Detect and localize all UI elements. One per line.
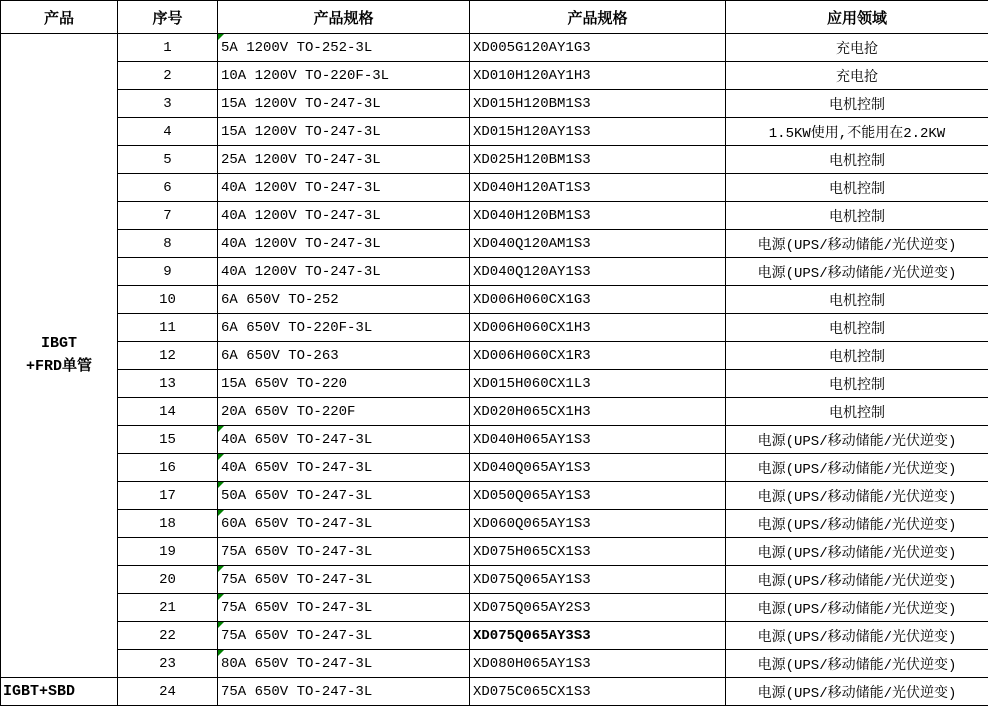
cell-row-no-text: 15 — [159, 431, 176, 448]
cell-error-flag-icon — [218, 482, 224, 488]
cell-code[interactable] — [470, 426, 726, 454]
cell-row-no-text: 21 — [159, 599, 176, 616]
cell-row-no[interactable] — [118, 482, 218, 510]
cell-row-no[interactable] — [118, 426, 218, 454]
table-row — [1, 314, 988, 342]
table-row — [1, 566, 988, 594]
cell-spec[interactable] — [218, 174, 470, 202]
cell-spec[interactable] — [218, 230, 470, 258]
cell-row-no-text: 8 — [163, 235, 172, 252]
cell-code-text: XD006H060CX1G3 — [473, 291, 591, 308]
cell-row-no[interactable] — [118, 594, 218, 622]
cell-app[interactable] — [726, 202, 988, 230]
cell-code[interactable] — [470, 90, 726, 118]
cell-spec[interactable] — [218, 482, 470, 510]
cell-app[interactable] — [726, 594, 988, 622]
cell-spec-text: 75A 650V TO-247-3L — [221, 627, 373, 644]
cell-error-flag-icon — [218, 34, 224, 40]
table-row — [1, 118, 988, 146]
cell-app[interactable] — [726, 426, 988, 454]
cell-app-text: 电源(UPS/移动储能/光伏逆变) — [757, 265, 957, 282]
cell-app-text: 电源(UPS/移动储能/光伏逆变) — [757, 545, 957, 562]
cell-spec[interactable] — [218, 202, 470, 230]
cell-code-text: XD010H120AY1H3 — [473, 67, 591, 84]
cell-code[interactable] — [470, 398, 726, 426]
table-row — [1, 426, 988, 454]
cell-app[interactable] — [726, 398, 988, 426]
cell-spec-text: 75A 650V TO-247-3L — [221, 571, 373, 588]
cell-code[interactable] — [470, 202, 726, 230]
cell-app-text: 电源(UPS/移动储能/光伏逆变) — [757, 237, 957, 254]
cell-code-text: XD050Q065AY1S3 — [473, 487, 591, 504]
table-row — [1, 202, 988, 230]
cell-code[interactable] — [470, 650, 726, 678]
cell-row-no[interactable] — [118, 650, 218, 678]
table-row — [1, 90, 988, 118]
product-group-label: IGBT+SBD — [3, 683, 76, 700]
cell-row-no[interactable] — [118, 342, 218, 370]
cell-spec-text: 40A 650V TO-247-3L — [221, 459, 373, 476]
cell-app[interactable] — [726, 314, 988, 342]
table-body — [1, 34, 988, 706]
table-row — [1, 370, 988, 398]
cell-app-text: 电源(UPS/移动储能/光伏逆变) — [757, 573, 957, 590]
cell-app[interactable] — [726, 510, 988, 538]
cell-row-no[interactable] — [118, 286, 218, 314]
cell-app[interactable] — [726, 34, 988, 62]
cell-row-no-text: 20 — [159, 571, 176, 588]
cell-error-flag-icon — [218, 594, 224, 600]
cell-error-flag-icon — [218, 510, 224, 516]
cell-code[interactable] — [470, 622, 726, 650]
cell-app[interactable] — [726, 146, 988, 174]
cell-code-text: XD075Q065AY3S3 — [473, 627, 591, 644]
table-row — [1, 34, 988, 62]
cell-error-flag-icon — [218, 622, 224, 628]
cell-product-group[interactable] — [1, 678, 118, 706]
cell-row-no[interactable] — [118, 454, 218, 482]
cell-spec[interactable] — [218, 34, 470, 62]
cell-app-text: 电机控制 — [829, 377, 885, 394]
cell-code[interactable] — [470, 594, 726, 622]
cell-spec[interactable] — [218, 678, 470, 706]
cell-app[interactable] — [726, 538, 988, 566]
cell-spec-text: 50A 650V TO-247-3L — [221, 487, 373, 504]
cell-spec[interactable] — [218, 650, 470, 678]
cell-spec-text: 40A 1200V TO-247-3L — [221, 235, 381, 252]
cell-app[interactable] — [726, 174, 988, 202]
cell-app[interactable] — [726, 286, 988, 314]
cell-code[interactable] — [470, 342, 726, 370]
cell-spec[interactable] — [218, 62, 470, 90]
cell-spec-text: 20A 650V TO-220F — [221, 403, 356, 420]
cell-spec[interactable] — [218, 146, 470, 174]
cell-row-no[interactable] — [118, 314, 218, 342]
table-row — [1, 62, 988, 90]
cell-spec-text: 15A 650V TO-220 — [221, 375, 348, 392]
cell-code[interactable] — [470, 230, 726, 258]
cell-spec[interactable] — [218, 594, 470, 622]
cell-spec-text: 6A 650V TO-252 — [221, 291, 339, 308]
cell-spec[interactable] — [218, 510, 470, 538]
cell-spec-text: 40A 1200V TO-247-3L — [221, 263, 381, 280]
cell-code[interactable] — [470, 454, 726, 482]
cell-code[interactable] — [470, 258, 726, 286]
cell-code[interactable] — [470, 510, 726, 538]
table-header — [1, 1, 988, 34]
cell-app-text: 电机控制 — [829, 405, 885, 422]
cell-app-text: 电机控制 — [829, 349, 885, 366]
cell-code[interactable] — [470, 118, 726, 146]
table-row — [1, 230, 988, 258]
header-cell-product[interactable]: 产品 — [1, 1, 118, 34]
cell-row-no-text: 7 — [163, 207, 172, 224]
cell-app[interactable] — [726, 622, 988, 650]
header-cell-code[interactable]: 产品规格 — [470, 1, 726, 34]
cell-code[interactable] — [470, 482, 726, 510]
cell-row-no[interactable] — [118, 258, 218, 286]
cell-row-no-text: 22 — [159, 627, 176, 644]
cell-spec-text: 25A 1200V TO-247-3L — [221, 151, 381, 168]
cell-code-text: XD015H060CX1L3 — [473, 375, 591, 392]
table-row — [1, 454, 988, 482]
cell-row-no[interactable] — [118, 622, 218, 650]
cell-row-no-text: 10 — [159, 291, 176, 308]
cell-row-no-text: 3 — [163, 95, 172, 112]
table-row — [1, 286, 988, 314]
cell-spec-text: 75A 650V TO-247-3L — [221, 599, 373, 616]
cell-row-no-text: 18 — [159, 515, 176, 532]
cell-spec[interactable] — [218, 538, 470, 566]
cell-row-no[interactable] — [118, 202, 218, 230]
cell-spec-text: 10A 1200V TO-220F-3L — [221, 67, 390, 84]
cell-row-no-text: 2 — [163, 67, 172, 84]
cell-app-text: 电机控制 — [829, 321, 885, 338]
cell-row-no[interactable] — [118, 174, 218, 202]
cell-error-flag-icon — [218, 426, 224, 432]
cell-row-no[interactable] — [118, 566, 218, 594]
cell-code-text: XD060Q065AY1S3 — [473, 515, 591, 532]
cell-spec-text: 15A 1200V TO-247-3L — [221, 95, 381, 112]
cell-spec[interactable] — [218, 426, 470, 454]
cell-row-no-text: 14 — [159, 403, 176, 420]
cell-app-text: 电源(UPS/移动储能/光伏逆变) — [757, 433, 957, 450]
table-row — [1, 482, 988, 510]
cell-error-flag-icon — [218, 454, 224, 460]
cell-code[interactable] — [470, 314, 726, 342]
cell-error-flag-icon — [218, 650, 224, 656]
cell-code-text: XD075Q065AY1S3 — [473, 571, 591, 588]
cell-error-flag-icon — [218, 566, 224, 572]
header-cell-spec[interactable]: 产品规格 — [218, 1, 470, 34]
cell-app-text: 电源(UPS/移动储能/光伏逆变) — [757, 517, 957, 534]
cell-spec-text: 6A 650V TO-220F-3L — [221, 319, 373, 336]
cell-row-no[interactable] — [118, 34, 218, 62]
cell-code[interactable] — [470, 286, 726, 314]
cell-code[interactable] — [470, 678, 726, 706]
cell-code-text: XD025H120BM1S3 — [473, 151, 591, 168]
cell-row-no-text: 17 — [159, 487, 176, 504]
cell-app-text: 充电抢 — [836, 69, 878, 86]
cell-spec-text: 15A 1200V TO-247-3L — [221, 123, 381, 140]
table-row — [1, 622, 988, 650]
table-row — [1, 258, 988, 286]
cell-code-text: XD005G120AY1G3 — [473, 39, 591, 56]
cell-spec[interactable] — [218, 370, 470, 398]
cell-row-no-text: 6 — [163, 179, 172, 196]
cell-spec[interactable] — [218, 314, 470, 342]
cell-code-text: XD040Q065AY1S3 — [473, 459, 591, 476]
cell-app-text: 1.5KW使用,不能用在2.2KW — [768, 125, 946, 142]
product-group-label: IBGT — [40, 335, 77, 352]
table-row — [1, 174, 988, 202]
table-row — [1, 678, 988, 706]
cell-code-text: XD075H065CX1S3 — [473, 543, 591, 560]
cell-row-no-text: 1 — [163, 39, 172, 56]
cell-app[interactable] — [726, 370, 988, 398]
cell-code[interactable] — [470, 62, 726, 90]
cell-row-no-text: 23 — [159, 655, 176, 672]
cell-app-text: 充电抢 — [836, 41, 878, 58]
cell-app-text: 电源(UPS/移动储能/光伏逆变) — [757, 685, 957, 702]
cell-app[interactable] — [726, 118, 988, 146]
cell-code-text: XD040H120AT1S3 — [473, 179, 591, 196]
cell-spec-text: 60A 650V TO-247-3L — [221, 515, 373, 532]
header-cell-application[interactable]: 应用领域 — [726, 1, 988, 34]
cell-spec[interactable] — [218, 286, 470, 314]
table-row — [1, 146, 988, 174]
cell-row-no[interactable] — [118, 230, 218, 258]
cell-code-text: XD040Q120AM1S3 — [473, 235, 591, 252]
cell-row-no-text: 13 — [159, 375, 176, 392]
cell-code[interactable] — [470, 174, 726, 202]
cell-code-text: XD080H065AY1S3 — [473, 655, 591, 672]
cell-spec[interactable] — [218, 622, 470, 650]
cell-app[interactable] — [726, 650, 988, 678]
cell-product-group[interactable] — [1, 34, 118, 678]
cell-spec-text: 40A 1200V TO-247-3L — [221, 179, 381, 196]
cell-row-no-text: 19 — [159, 543, 176, 560]
cell-app-text: 电源(UPS/移动储能/光伏逆变) — [757, 461, 957, 478]
cell-spec[interactable] — [218, 566, 470, 594]
cell-spec[interactable] — [218, 118, 470, 146]
cell-app-text: 电源(UPS/移动储能/光伏逆变) — [757, 601, 957, 618]
cell-row-no[interactable] — [118, 678, 218, 706]
cell-app-text: 电机控制 — [829, 97, 885, 114]
cell-row-no[interactable] — [118, 62, 218, 90]
cell-spec[interactable] — [218, 342, 470, 370]
cell-spec[interactable] — [218, 258, 470, 286]
cell-code-text: XD075C065CX1S3 — [473, 683, 591, 700]
table-row — [1, 538, 988, 566]
cell-app[interactable] — [726, 454, 988, 482]
cell-row-no[interactable] — [118, 510, 218, 538]
cell-app[interactable] — [726, 258, 988, 286]
cell-row-no[interactable] — [118, 118, 218, 146]
cell-code[interactable] — [470, 34, 726, 62]
cell-code[interactable] — [470, 538, 726, 566]
cell-code[interactable] — [470, 146, 726, 174]
cell-row-no-text: 9 — [163, 263, 172, 280]
cell-code-text: XD006H060CX1R3 — [473, 347, 591, 364]
cell-row-no[interactable] — [118, 398, 218, 426]
cell-row-no-text: 5 — [163, 151, 172, 168]
cell-spec[interactable] — [218, 90, 470, 118]
cell-spec-text: 75A 650V TO-247-3L — [221, 543, 373, 560]
table-row — [1, 594, 988, 622]
table-row — [1, 510, 988, 538]
cell-row-no-text: 16 — [159, 459, 176, 476]
cell-spec-text: 6A 650V TO-263 — [221, 347, 339, 364]
cell-spec-text: 80A 650V TO-247-3L — [221, 655, 373, 672]
cell-code-text: XD015H120AY1S3 — [473, 123, 591, 140]
header-cell-index[interactable]: 序号 — [118, 1, 218, 34]
table-row — [1, 398, 988, 426]
cell-app-text: 电机控制 — [829, 293, 885, 310]
cell-spec[interactable] — [218, 454, 470, 482]
cell-app-text: 电机控制 — [829, 181, 885, 198]
cell-row-no-text: 12 — [159, 347, 176, 364]
cell-app[interactable] — [726, 342, 988, 370]
cell-spec-text: 40A 650V TO-247-3L — [221, 431, 373, 448]
cell-app[interactable] — [726, 90, 988, 118]
table-row — [1, 342, 988, 370]
cell-row-no[interactable] — [118, 146, 218, 174]
cell-row-no-text: 24 — [159, 683, 176, 700]
cell-row-no[interactable] — [118, 538, 218, 566]
cell-app-text: 电源(UPS/移动储能/光伏逆变) — [757, 489, 957, 506]
cell-code[interactable] — [470, 566, 726, 594]
cell-row-no[interactable] — [118, 370, 218, 398]
cell-app-text: 电机控制 — [829, 209, 885, 226]
cell-app[interactable] — [726, 678, 988, 706]
cell-app-text: 电源(UPS/移动储能/光伏逆变) — [757, 629, 957, 646]
product-group-label: +FRD单管 — [25, 357, 92, 375]
cell-app[interactable] — [726, 482, 988, 510]
cell-code-text: XD040H065AY1S3 — [473, 431, 591, 448]
table-row — [1, 650, 988, 678]
cell-code[interactable] — [470, 370, 726, 398]
cell-spec-text: 75A 650V TO-247-3L — [221, 683, 373, 700]
cell-app-text: 电源(UPS/移动储能/光伏逆变) — [757, 657, 957, 674]
cell-row-no[interactable] — [118, 90, 218, 118]
cell-app[interactable] — [726, 62, 988, 90]
header-row — [1, 1, 988, 34]
cell-app-text: 电机控制 — [829, 153, 885, 170]
cell-code-text: XD075Q065AY2S3 — [473, 599, 591, 616]
cell-app[interactable] — [726, 230, 988, 258]
cell-code-text: XD040Q120AY1S3 — [473, 263, 591, 280]
cell-spec[interactable] — [218, 398, 470, 426]
cell-code-text: XD006H060CX1H3 — [473, 319, 591, 336]
cell-spec-text: 40A 1200V TO-247-3L — [221, 207, 381, 224]
cell-code-text: XD020H065CX1H3 — [473, 403, 591, 420]
cell-app[interactable] — [726, 566, 988, 594]
cell-row-no-text: 4 — [163, 123, 172, 140]
cell-code-text: XD015H120BM1S3 — [473, 95, 591, 112]
cell-spec-text: 5A 1200V TO-252-3L — [221, 39, 373, 56]
cell-row-no-text: 11 — [159, 319, 176, 336]
cell-code-text: XD040H120BM1S3 — [473, 207, 591, 224]
